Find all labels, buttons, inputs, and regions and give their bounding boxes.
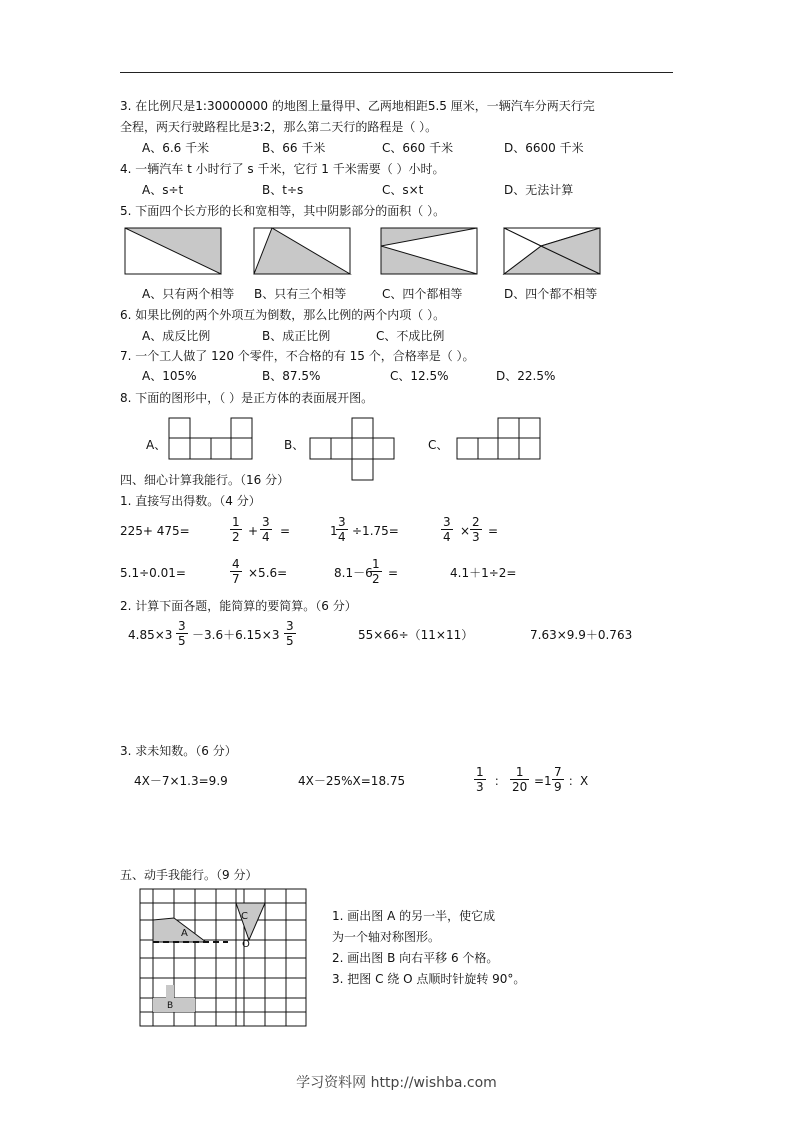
calc-3: 7.63×9.9＋0.763 [530, 628, 633, 642]
expr-6-tail: ×5.6= [248, 566, 288, 580]
expr-2-frac-a: $\frac{1}{2}$ [232, 515, 240, 544]
section4-part3-title: 3. 求未知数。（6 分） [120, 744, 237, 758]
solve-3-frac-a: $\frac{1}{3}$ [476, 765, 484, 794]
calc-1-mid: －3.6＋6.15×3 [192, 628, 280, 642]
q6-line1: 6. 如果比例的两个外项互为倒数，那么比例的两个内项（ ）。 [120, 308, 446, 322]
section5-task-1b: 为一个轴对称图形。 [332, 930, 441, 944]
section4-title: 四、细心计算我能行。（16 分） [120, 473, 290, 487]
q4-option-d: D、无法计算 [504, 183, 574, 197]
q6-option-b: B、成正比例 [262, 329, 331, 343]
calc-1-head: 4.85×3 [128, 628, 173, 642]
expr-4-op: × [460, 524, 471, 538]
expr-6-frac: $\frac{4}{7}$ [232, 557, 240, 586]
q3-option-d: D、6600 千米 [504, 141, 584, 155]
q3-line1: 3. 在比例尺是1:30000000 的地图上量得甲、乙两地相距5.5 厘米，一辆汽车分两天行完 [120, 99, 595, 113]
q5-option-b: B、只有三个相等 [254, 287, 347, 301]
q4-option-a: A、s÷t [142, 183, 184, 197]
section4-part2-title: 2. 计算下面各题，能简算的要简算。（6 分） [120, 599, 357, 613]
calc-1-frac-2: $\frac{3}{5}$ [286, 619, 294, 648]
q4-option-c: C、s×t [382, 183, 424, 197]
q8-label-c: C、 [428, 438, 449, 452]
solve-3-colon: ： [494, 774, 507, 788]
expr-2-frac-b: $\frac{3}{4}$ [262, 515, 270, 544]
q5-option-a: A、只有两个相等 [142, 287, 235, 301]
q7-option-d: D、22.5% [496, 369, 556, 383]
shape-b-top [166, 985, 174, 998]
expr-2-tail: = [280, 524, 291, 538]
q8-label-a: A、 [146, 438, 167, 452]
expr-7-frac: $\frac{1}{2}$ [372, 557, 380, 586]
q5-option-d: D、四个都不相等 [504, 287, 598, 301]
section5-task-3: 3. 把图 C 绕 O 点顺时针旋转 90°。 [332, 972, 526, 986]
q7-option-c: C、12.5% [390, 369, 449, 383]
solve-3-eq: =1 [534, 774, 552, 788]
q7-option-a: A、105% [142, 369, 197, 383]
expr-4-frac-b: $\frac{2}{3}$ [472, 515, 480, 544]
label-c: C [241, 911, 248, 922]
q6-option-a: A、成反比例 [142, 329, 211, 343]
q3-option-b: B、66 千米 [262, 141, 326, 155]
expr-2-op: + [248, 524, 259, 538]
shape-a [153, 918, 206, 942]
section5-task-1a: 1. 画出图 A 的另一半，使它成 [332, 909, 496, 923]
expr-5: 5.1÷0.01= [120, 566, 186, 580]
label-b: B [167, 1001, 174, 1011]
q4-option-b: B、t÷s [262, 183, 304, 197]
expr-3-frac: $\frac{3}{4}$ [338, 515, 346, 544]
expr-3-tail: ÷1.75= [352, 524, 399, 538]
label-a: A [181, 928, 188, 939]
q3-line2: 全程，两天行驶路程比是3:2，那么第二天行的路程是（ ）。 [120, 120, 438, 134]
expr-4-tail: = [488, 524, 499, 538]
solve-3-frac-b: $\frac{1}{20}$ [512, 765, 528, 794]
q8-label-b: B、 [284, 438, 305, 452]
q3-option-a: A、6.6 千米 [142, 141, 210, 155]
footer-watermark: 学习资料网 http://wishba.com [296, 1075, 497, 1091]
expr-1: 225+ 475= [120, 524, 190, 538]
expr-8: 4.1＋1÷2= [450, 566, 517, 580]
section5-task-2: 2. 画出图 B 向右平移 6 个格。 [332, 951, 499, 965]
expr-7-head: 8.1－6 [334, 566, 373, 580]
expr-3-whole: 1 [330, 524, 338, 538]
section5-title: 五、动手我能行。（9 分） [120, 868, 258, 882]
q7-option-b: B、87.5% [262, 369, 321, 383]
shape-b-bottom [153, 998, 195, 1012]
expr-7-tail: = [388, 566, 399, 580]
q4-line1: 4. 一辆汽车 t 小时行了 s 千米，它行 1 千米需要（ ）小时。 [120, 162, 445, 176]
expr-4-frac-a: $\frac{3}{4}$ [443, 515, 451, 544]
q3-option-c: C、660 千米 [382, 141, 454, 155]
q8-line1: 8. 下面的图形中，（ ）是正方体的表面展开图。 [120, 391, 374, 405]
label-o: O [242, 939, 250, 950]
q7-line1: 7. 一个工人做了 120 个零件，不合格的有 15 个，合格率是（ ）。 [120, 349, 475, 363]
solve-1: 4X－7×1.3=9.9 [134, 774, 228, 788]
solve-3-tail: ：X [568, 774, 589, 788]
solve-3-frac-c: $\frac{7}{9}$ [554, 765, 562, 794]
q5-option-c: C、四个都相等 [382, 287, 463, 301]
q5-line1: 5. 下面四个长方形的长和宽相等，其中阴影部分的面积（ ）。 [120, 204, 446, 218]
calc-1-frac-1: $\frac{3}{5}$ [178, 619, 186, 648]
calc-2: 55×66÷（11×11） [358, 628, 474, 642]
solve-2: 4X－25%X=18.75 [298, 774, 406, 788]
q6-option-c: C、不成比例 [376, 329, 445, 343]
section4-part1-title: 1. 直接写出得数。（4 分） [120, 494, 261, 508]
